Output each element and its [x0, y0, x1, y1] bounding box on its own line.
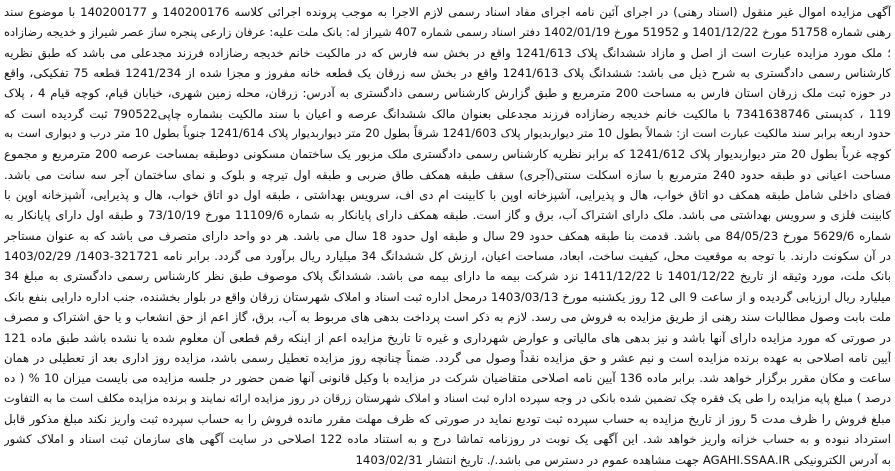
- notice-line: در صورتی که مورد مزایده دارای آنها باشد و نیز بدهی های مالیاتی و عوارض شهرداری و غیره تا تاریخ مزایده اعم از اینکه رقم قطعی آن معلوم شده یا نشده باشد طبق ماده 121: [4, 330, 891, 345]
- notice-line: رهنی شماره 51758 مورخ 1401/12/22 و 51952 مورخ 1402/01/19 دفتر اسناد رسمی شماره 407 شیراز له: بانک ملت علیه: عرفان زارعی پنجره ساز عصر شیراز و خدیجه رضازاده: [4, 25, 891, 40]
- notice-line: در آن سکونت دارند. با توجه به موقعیت محل، کیفیت ساخت، ابعاد، مساحت اعیان، ارزش کل ششدانگ 34 میلیارد ریال برآورد می گردد. برابر نامه 321721-1403/ 1403/02/29: [4, 249, 891, 264]
- notice-line: آگهی مزایده اموال غیر منقول (اسناد رهنی) در اجرای آئین نامه اجرای مفاد اسناد رسمی لازم الاجرا به موجب پرونده اجرائی کلاسه 140200176 و 140200177 با موضوع سند: [4, 5, 891, 19]
- notice-line-last: به آدرس الکترونیکی AGAHI.SSAA.IR جهت مشاهده عموم در دسترس می باشد./. تاریخ انتشار 1403/02/31: [355, 452, 891, 467]
- notice-line: ؛ ملک مورد مزایده عبارت است از اصل و مازاد ششدانگ پلاک 1241/613 واقع در بخش سه فارس که در مالکیت خانم خدیجه رضازاده فرزند مجدعلی می باشد که طبق نظریه: [4, 45, 891, 60]
- notice-line: کابینت فلزی و سرویس بهداشتی می باشد. ملک دارای اشتراک آب، برق و گاز است. طبقه همکف دارای پایانکار به شماره 11109/6 مورخ 73/10/19 و طبقه اول دارای پایانکار به: [4, 208, 891, 223]
- notice-line: آیین نامه اصلاحی به عهده برنده مزایده است و نیم عشر و حق مزایده نقداً وصول می گردد. ضمناً چنانچه روز مزایده تعطیل رسمی باشد، مزایده روز اداری بعد از تعطیلی در همان: [4, 350, 891, 365]
- notice-line: ملت بابت وصول مطالبات سند رهنی از طریق مزایده به فروش می رسد. لازم به ذکر است پرداخت بدهی های مربوط به آب، برق، گاز اعم از حق انشعاب و یا حق اشتراک و مصرف: [4, 310, 891, 325]
- notice-line: 119 ، کدپستی 7341638746 با مالکیت خانم خدیجه رضازاده فرزند مجدعلی بعنوان مالک ششدانگ عرصه و اعیان با سند مالکیت بشماره چاپی790522 ثبت گردیده است که: [4, 106, 891, 121]
- notice-line: در حوزه ثبت ملک زرقان استان فارس به مساحت 200 مترمربع و طبق گزارش کارشناس رسمی دادگستری به آدرس: زرقان، محله زمین شهری، خیابان قیام، کوچه قیام 4 ، پلاک: [4, 86, 891, 101]
- notice-line: شماره 5629/6 مورخ 84/05/23 می باشد. قدمت بنا طبقه همکف حدود 29 سال و طبقه اول حدود 18 سال می باشد. هر دو واحد دارای متصرف می باشد که به عنوان مستاجر: [4, 228, 891, 243]
- notice-line: میلیارد ریال ارزیابی گردیده و از ساعت 9 الی 12 روز یکشنبه مورخ 1403/03/13 درمحل اداره ثبت اسناد و املاک شهرستان زرقان واقع در بلوار بخشنده، جنب اداره دارایی بنفع بانک: [4, 289, 891, 304]
- notice-line: کوچه غرباً بطول 20 متر دیواربدیوار پلاک 1241/612 که برابر نظریه کارشناس رسمی دادگستری ملک مزبور یک ساختمان مسکونی دوطبقه بمساحت عرصه 200 مترمربع و مجموع: [4, 147, 891, 162]
- notice-line: مساحت اعیانی دو طبقه حدود 240 مترمربع با سازه اسکلت سنتی(آجری) سقف طبقه همکف طاق ضربی و طبقه اول تیرچه و بلوک و نمای ساختمان آجر سه سانت می باشد.: [4, 167, 891, 182]
- notice-line: کارشناس رسمی دادگستری به شرح ذیل می باشد: ششدانگ پلاک 1241/613 واقع در بخش سه زرقان یک قطعه خانه مفروز و مجزا شده از 1241/234 قطعه 75 تفکیکی، واقع: [4, 66, 891, 81]
- notice-line: مبلغ فروش را ظرف مدت 5 روز از تاریخ مزایده به حساب سپرده ثبت تودیع نماید در صورتی که ظرف مهلت مقرر مانده فروش را به حساب سپرده ثبت واریز نکند مبلغ مذکور قابل: [4, 411, 891, 426]
- notice-line: ساعت و مکان مقرر برگزار خواهد شد. برابر ماده 136 آیین نامه اصلاحی متقاضیان شرکت در مزایده با وکیل قانونی آنها ضمن حضور در جلسه مزایده می بایست میزان 10 % ( ده: [4, 371, 891, 386]
- notice-body: [4, 2, 891, 470]
- notice-line: بانک ملت، مورد وثیقه از تاریخ 1401/12/22 تا 1411/12/22 نزد شرکت بیمه ما دارای بیمه می باشد. ششدانگ پلاک موصوف طبق نظر کارشناس رسمی دادگستری به مبلغ 34: [4, 269, 891, 284]
- notice-line: استرداد نبوده و به حساب خزانه واریز خواهد شد. این آگهی یک نوبت در روزنامه تماشا درج و به استناد ماده 122 اصلاحی در سایت آگهی های سازمان ثبت اسناد و املاک کشور: [4, 432, 891, 447]
- notice-line: فضای داخلی شامل طبقه همکف دو اتاق خواب، هال و پذیرایی، آشپزخانه اوپن با کابینت ام دی اف، سرویس بهداشتی ، طبقه اول دو اتاق خواب، هال و پذیرایی، آشپزخانه اوپن با: [4, 188, 891, 203]
- notice-line: حدود اربعه برابر سند مالکیت عبارت است از: شمالاً بطول 10 متر دیواربدیوار پلاک 1241/603 شرقاً بطول 20 متر دیواربدیوار پلاک 1241/614 جنوباً بطول 10 متر درب و دیواری است به: [4, 127, 891, 141]
- notice-line: درصد ) مبلغ پایه مزایده را طی یک فقره چک تضمین شده بانکی در وجه سپرده اداره ثبت اسناد و املاک شهرستان زرقان در روز مزایده ارائه نمایند و برنده مزایده مکلف است ما به التفاوت: [4, 391, 891, 405]
